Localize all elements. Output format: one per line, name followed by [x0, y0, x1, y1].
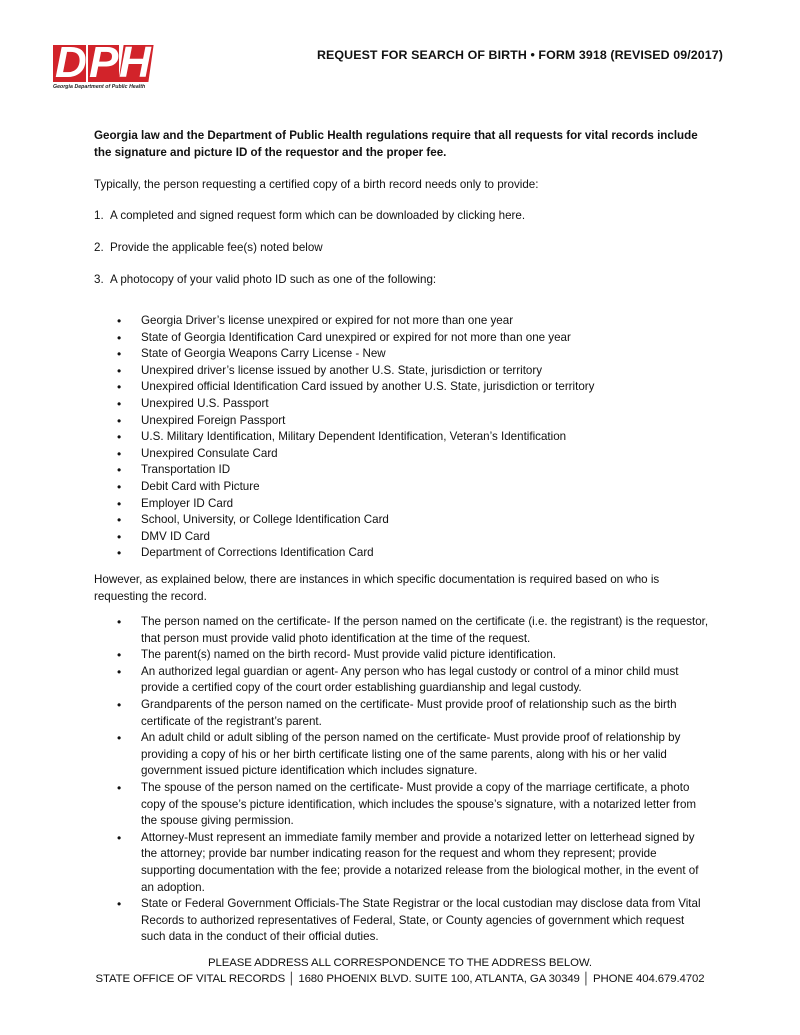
- footer-notice: PLEASE ADDRESS ALL CORRESPONDENCE TO THE ADDRESS BELOW.: [207, 957, 592, 969]
- list-item-text: • The person named on the certificate- If the person named on the certificate (i.e. the registrant) is the requestor, that person must provide valid photo identification at the time of the request.: [141, 615, 709, 645]
- list-item-text: • The parent(s) named on the birth record- Must provide valid picture identification.: [141, 648, 557, 662]
- list-item: [0, 664, 720, 697]
- step-text[interactable]: A completed and signed request form which can be downloaded by clicking here.: [110, 209, 526, 222]
- list-item-text: • Attorney-Must represent an immediate family member and provide a notarized letter on letterhead signed by the attorney; provide bar number indicating reason for the request and whom they represent; provide supporting documentation with the fee; provide a notarized release from the biological mother, in the event of an adoption.: [141, 830, 699, 894]
- list-item: • Department of Corrections Identification Card: [0, 545, 594, 562]
- list-item: [0, 830, 720, 896]
- footer-address: STATE OFFICE OF VITAL RECORDS │ 1680 PHOENIX BLVD. SUITE 100, ATLANTA, GA 30349 │ PHONE 404.679.4702: [95, 973, 705, 985]
- list-item: [0, 697, 720, 730]
- intro-notice: Georgia law and the Department of Public Health regulations require that all requests for vital records include the signature and picture ID of the requestor and the proper fee.: [94, 129, 698, 159]
- list-item-text: • An authorized legal guardian or agent- Any person who has legal custody or control of a minor child must provide a certified copy of the court order establishing guardianship and legal custody.: [141, 664, 679, 695]
- intro-typically: Typically, the person requesting a certified copy of a birth record needs only to provide:: [94, 178, 539, 191]
- list-item: [0, 896, 720, 946]
- logo-letter-h: H: [119, 38, 151, 87]
- list-item: • Transportation ID: [0, 462, 594, 479]
- dph-logo: [53, 38, 155, 91]
- list-item: • State of Georgia Weapons Carry License - New: [0, 346, 594, 363]
- list-item: • U.S. Military Identification, Military Dependent Identification, Veteran’s Identification: [0, 429, 594, 446]
- list-item: [0, 730, 720, 780]
- list-item: • DMV ID Card: [0, 529, 594, 546]
- form-title: REQUEST FOR SEARCH OF BIRTH • FORM 3918 (REVISED 09/2017): [317, 48, 723, 62]
- list-item: [0, 647, 720, 664]
- list-item-text: • State or Federal Government Officials-The State Registrar or the local custodian may disclose data from Vital Records to authorized representatives of Federal, State, or County agencies of government which request such data in the conduct of their official duties.: [141, 897, 701, 944]
- list-item: • Unexpired driver’s license issued by another U.S. State, jurisdiction or territory: [0, 363, 594, 380]
- list-item: • Unexpired Consulate Card: [0, 446, 594, 463]
- step-number: 3.: [94, 273, 104, 286]
- logo-letter-p: P: [89, 38, 119, 87]
- logo-subtitle: Georgia Department of Public Health: [53, 84, 146, 90]
- photo-id-list: [0, 313, 594, 562]
- step-2: [94, 241, 323, 254]
- list-item: • Unexpired official Identification Card issued by another U.S. State, jurisdiction or territory: [0, 379, 594, 396]
- list-item: • State of Georgia Identification Card unexpired or expired for not more than one year: [0, 330, 594, 347]
- list-item-text: • Grandparents of the person named on the certificate- Must provide proof of relationship such as the birth certificate of the registrant’s parent.: [141, 697, 677, 728]
- however-paragraph: However, as explained below, there are instances in which specific documentation is required based on who is requesting the record.: [94, 573, 660, 603]
- list-item: [0, 780, 720, 830]
- list-item: • Unexpired Foreign Passport: [0, 413, 594, 430]
- list-item: • Debit Card with Picture: [0, 479, 594, 496]
- step-1: [94, 209, 525, 222]
- step-number: 2.: [94, 241, 104, 254]
- list-item: • Unexpired U.S. Passport: [0, 396, 594, 413]
- list-item-text: • An adult child or adult sibling of the person named on the certificate- Must provide proof of relationship by providing a copy of his or her birth certificate listing one of the same parents, along with his or her valid government issued picture identification which includes signature.: [141, 731, 681, 778]
- list-item-text: • The spouse of the person named on the certificate- Must provide a copy of the marriage certificate, a photo copy of the spouse’s picture identification, which includes the spouse’s signature, with a notarized letter from the spouse giving permission.: [141, 780, 697, 828]
- step-number: 1.: [94, 209, 104, 222]
- requestor-requirements-list: [0, 614, 720, 946]
- list-item: • School, University, or College Identification Card: [0, 512, 594, 529]
- list-item: • Georgia Driver’s license unexpired or expired for not more than one year: [0, 313, 594, 330]
- step-text: Provide the applicable fee(s) noted below: [110, 241, 323, 254]
- logo-letter-d: D: [55, 38, 87, 87]
- list-item: • Employer ID Card: [0, 496, 594, 513]
- step-text: A photocopy of your valid photo ID such as one of the following:: [110, 273, 437, 286]
- list-item: [0, 614, 720, 647]
- step-3: [94, 273, 436, 286]
